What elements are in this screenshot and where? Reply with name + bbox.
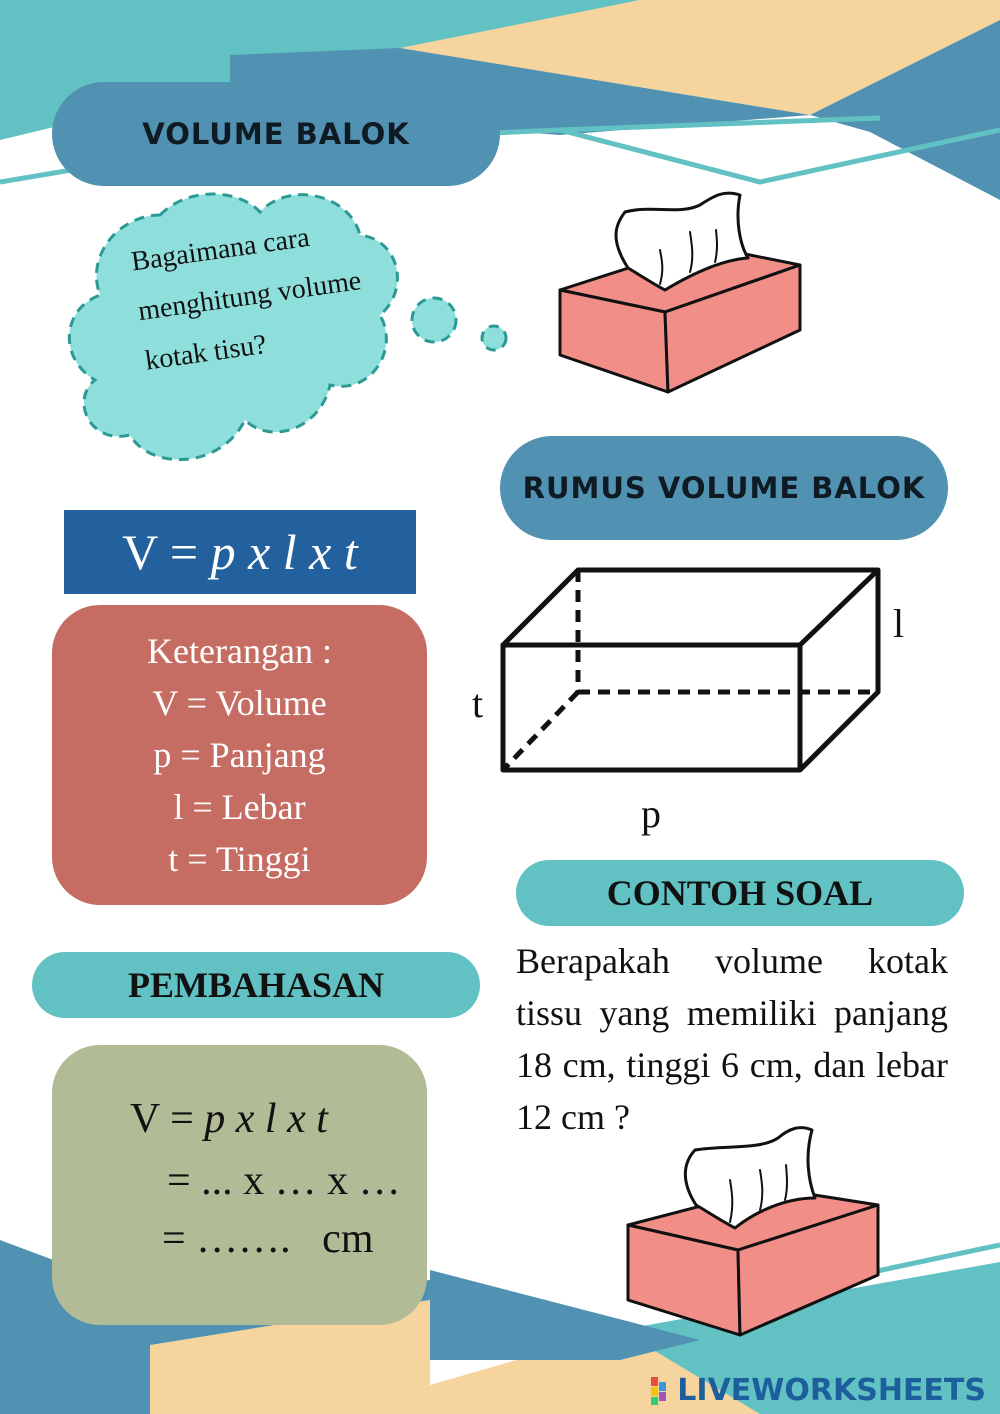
page-title: VOLUME BALOK xyxy=(142,117,410,151)
pembahasan-line-substitution: = ... x … x … xyxy=(167,1158,401,1204)
rumus-title: RUMUS VOLUME BALOK xyxy=(522,471,926,505)
liveworksheets-logo-icon xyxy=(651,1377,673,1405)
label-tinggi: t xyxy=(472,681,484,726)
keterangan-line-volume: V = Volume xyxy=(152,683,327,723)
label-lebar: l xyxy=(893,601,905,646)
label-panjang: p xyxy=(641,791,661,836)
pembahasan-formula-vars: p x l x t xyxy=(204,1096,328,1142)
formula-vars: p x l x t xyxy=(210,524,358,580)
keterangan-heading: Keterangan : xyxy=(147,631,332,671)
formula-prefix: V = xyxy=(122,524,211,580)
contoh-question: Berapakah volume kotak tissu yang memiliki panjang 18 cm, tinggi 6 cm, dan lebar 12 cm ? xyxy=(516,941,948,1137)
contoh-title: CONTOH SOAL xyxy=(606,873,874,913)
brand-logo xyxy=(651,1373,986,1408)
thought-question: Bagaimana cara menghitung volume kotak tisu? xyxy=(129,221,364,377)
pembahasan-title: PEMBAHASAN xyxy=(127,965,384,1005)
pembahasan-line-result: = ……. cm xyxy=(162,1216,374,1262)
pembahasan-formula-prefix: V = xyxy=(130,1096,205,1142)
keterangan-line-lebar: l = Lebar xyxy=(173,787,306,827)
brand-text: LIVEWORKSHEETS xyxy=(677,1373,986,1408)
keterangan-line-tinggi: t = Tinggi xyxy=(168,839,311,879)
keterangan-line-panjang: p = Panjang xyxy=(153,735,326,775)
